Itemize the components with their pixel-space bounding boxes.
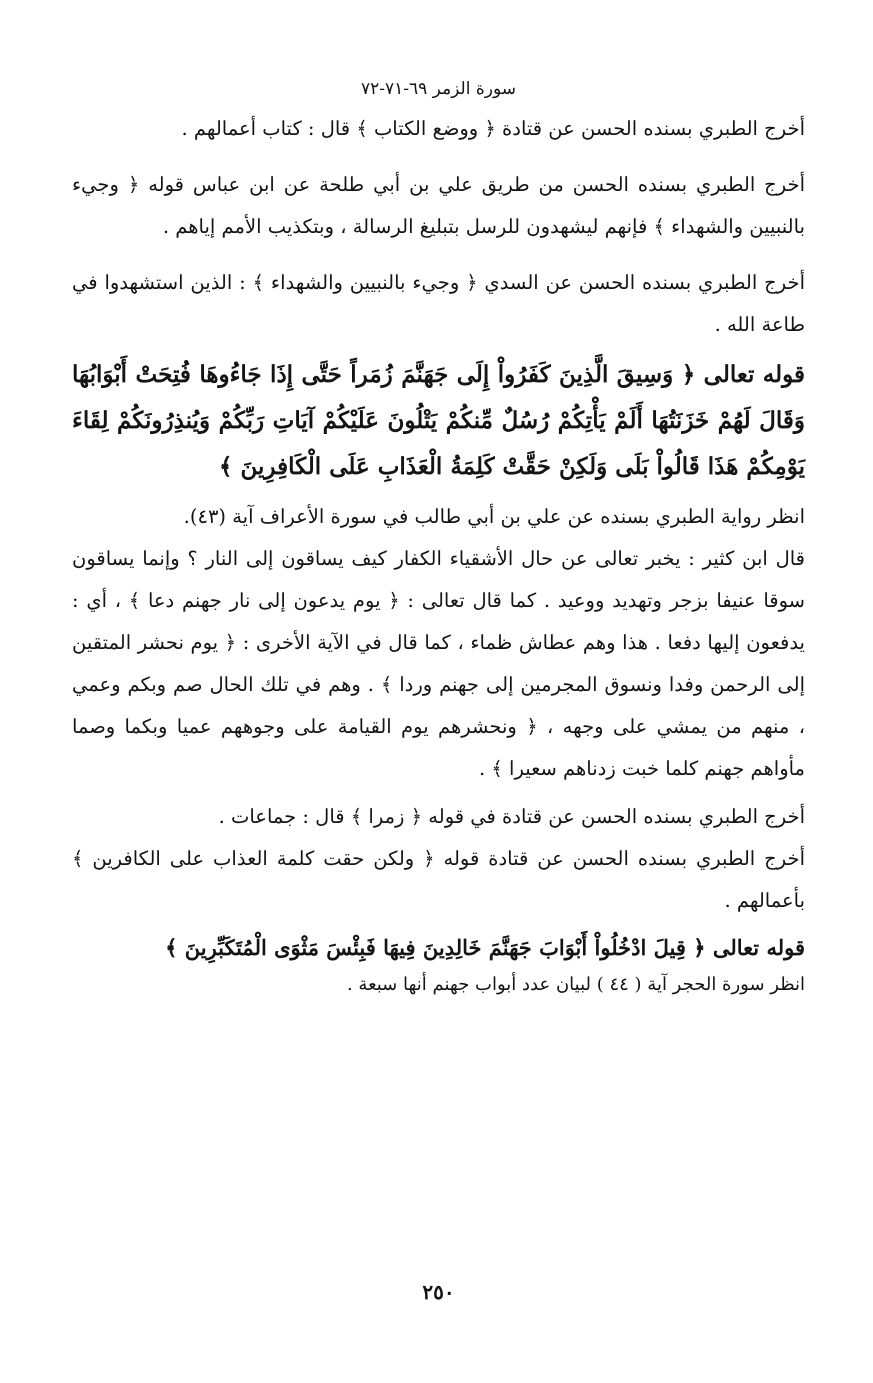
verse-72-block — [72, 928, 805, 968]
paragraph-tabari-haqqat: أخرج الطبري بسنده الحسن عن قتادة قوله ﴿ ولكن حقت كلمة العذاب على الكافرين ﴾ بأعمالهم . — [72, 847, 805, 912]
closing-note: انظر سورة الحجر آية ( ٤٤ ) لبيان عدد أبواب جهنم أنها سبعة . — [346, 974, 805, 995]
running-head: سورة الزمر ٦٩-٧١-٧٢ — [360, 79, 516, 99]
verse-72-lead: قوله تعالى — [712, 935, 805, 960]
paragraph-tabari-ali: انظر رواية الطبري بسنده عن علي بن أبي طالب في سورة الأعراف آية (٤٣). — [183, 505, 805, 528]
verse-72-text: ﴿ قِيلَ ادْخُلُواْ أَبْوَابَ جَهَنَّمَ خَالِدِينَ فِيهَا فَبِئْسَ مَثْوَى الْمُتَكَبِّرِينَ ﴾ — [165, 935, 706, 960]
book-page — [72, 0, 805, 1383]
paragraph-tabari-zumar: أخرج الطبري بسنده الحسن عن قتادة في قوله ﴿ زمرا ﴾ قال : جماعات . — [218, 805, 805, 828]
verse-71-lead: قوله تعالى — [703, 361, 805, 388]
paragraph-ibn-kathir: قال ابن كثير : يخبر تعالى عن حال الأشقياء الكفار كيف يساقون إلى النار ؟ وإنما يساقون سوقا عنيفا بزجر وتهديد ووعيد . كما قال تعالى : ﴿ يوم يدعون إلى نار جهنم دعا ﴾ ، أي : يدفعون إليها دفعا . هذا وهم عطاش ظماء ، كما قال في الآية الأخرى : ﴿ يوم نحشر المتقين إلى الرحمن وفدا ونسوق المجرمين إلى جهنم وردا ﴾ . وهم في تلك الحال صم وبكم وعمي ، منهم من يمشي على وجهه ، ﴿ ونحشرهم يوم القيامة على وجوههم عميا وبكما وصما مأواهم جهنم كلما خبت زدناهم سعيرا ﴾ . — [72, 547, 805, 780]
paragraph-tabari-qatada-book: أخرج الطبري بسنده الحسن عن قتادة ﴿ ووضع الكتاب ﴾ قال : كتاب أعمالهم . — [181, 117, 805, 140]
page-body — [72, 108, 805, 1002]
paragraph-tabari-ibn-abbas: أخرج الطبري بسنده الحسن من طريق علي بن أبي طلحة عن ابن عباس قوله ﴿ وجيء بالنبيين والشهداء ﴾ فإنهم ليشهدون للرسل بتبليغ الرسالة ، وبتكذيب الأمم إياهم . — [72, 173, 805, 238]
paragraph-tabari-suddi: أخرج الطبري بسنده الحسن عن السدي ﴿ وجيء بالنبيين والشهداء ﴾ : الذين استشهدوا في طاعة الله . — [72, 271, 805, 336]
verse-71-text: ﴿ وَسِيقَ الَّذِينَ كَفَرُواْ إِلَى جَهَنَّمَ زُمَراً حَتَّى إِذَا جَاءُوهَا فُتِحَتْ أَبْوَابُهَا وَقَالَ لَهُمْ خَزَنَتُهَا أَلَمْ يَأْتِكُمْ رُسُلٌ مِّنكُمْ يَتْلُونَ عَلَيْكُمْ آيَاتِ رَبِّكُمْ وَيُنذِرُونَكُمْ لِقَاءَ يَوْمِكُمْ هَذَا قَالُواْ بَلَى وَلَكِنْ حَقَّتْ كَلِمَةُ الْعَذَابِ عَلَى الْكَافِرِينَ ﴾ — [72, 361, 805, 480]
verse-71-block — [72, 352, 805, 490]
page-number: ٢٥٠ — [422, 1280, 455, 1304]
